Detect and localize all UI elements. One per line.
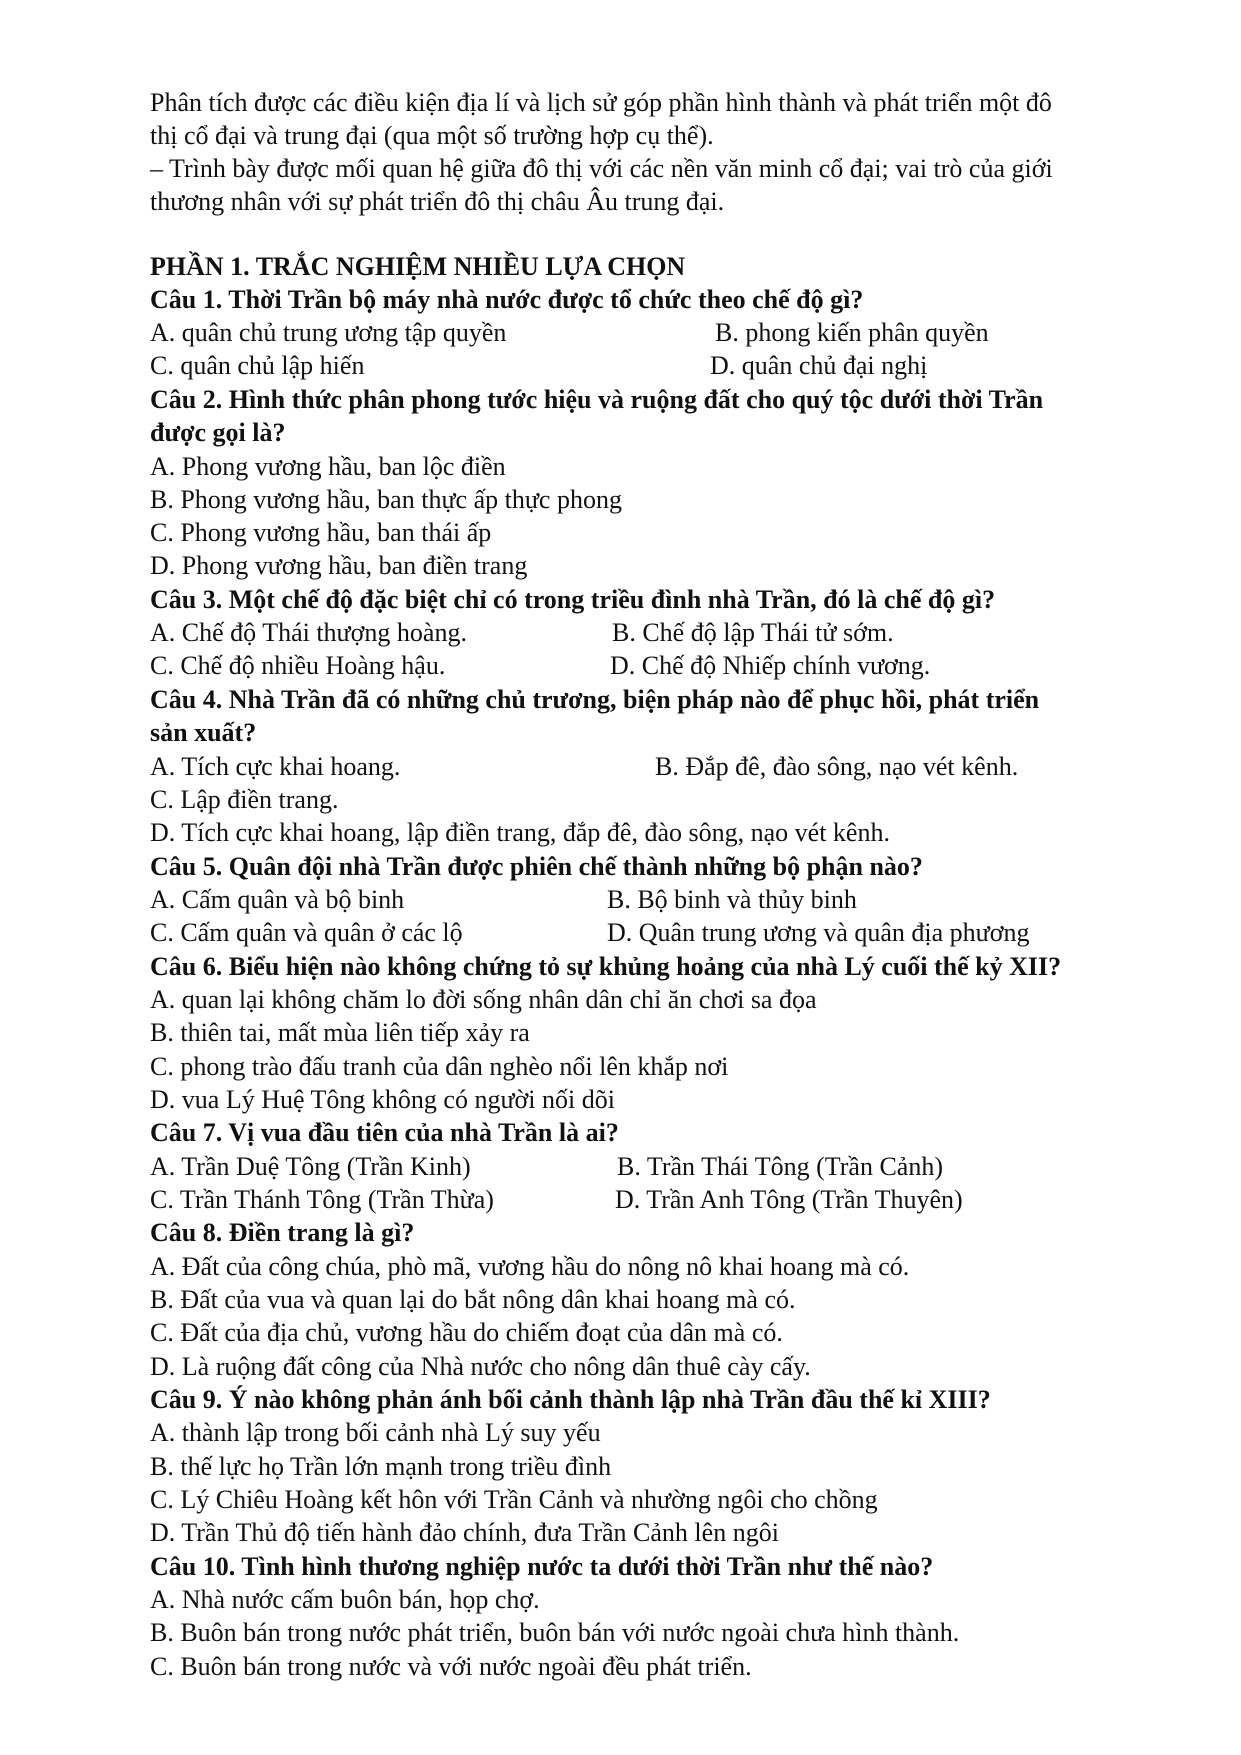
answer-c: C. Đất của địa chủ, vương hầu do chiếm đoạt của dân mà có.	[150, 1318, 783, 1347]
answer-d: D. Là ruộng đất công của Nhà nước cho nông dân thuê cày cấy.	[150, 1352, 811, 1381]
answer-d: D. Phong vương hầu, ban điền trang	[150, 551, 528, 580]
question-text: Câu 7. Vị vua đầu tiên của nhà Trần là ai?	[150, 1118, 619, 1147]
answer-a: A. Trần Duệ Tông (Trần Kinh)	[150, 1152, 471, 1181]
answer-c: C. Cấm quân và quân ở các lộ	[150, 918, 463, 947]
answer-c: C. Phong vương hầu, ban thái ấp	[150, 518, 492, 547]
intro-line: thương nhân với sự phát triển đô thị châu Âu trung đại.	[150, 187, 725, 216]
answer-a: A. Nhà nước cấm buôn bán, họp chợ.	[150, 1585, 540, 1614]
answer-c: C. Trần Thánh Tông (Trần Thừa)	[150, 1185, 494, 1214]
question-text: Câu 6. Biểu hiện nào không chứng tỏ sự khủng hoảng của nhà Lý cuối thế kỷ XII?	[150, 952, 1062, 981]
answer-d: D. Trần Thủ độ tiến hành đảo chính, đưa Trần Cảnh lên ngôi	[150, 1518, 779, 1547]
question-text: Câu 2. Hình thức phân phong tước hiệu và ruộng đất cho quý tộc dưới thời Trần	[150, 385, 1044, 414]
question-text: Câu 4. Nhà Trần đã có những chủ trương, biện pháp nào để phục hồi, phát triển	[150, 685, 1040, 714]
answer-d: D. Trần Anh Tông (Trần Thuyên)	[615, 1185, 963, 1214]
answer-d: D. vua Lý Huệ Tông không có người nối dõi	[150, 1085, 615, 1114]
section-title: PHẦN 1. TRẮC NGHIỆM NHIỀU LỰA CHỌN	[150, 252, 686, 281]
answer-b: B. thế lực họ Trần lớn mạnh trong triều đình	[150, 1452, 612, 1481]
answer-c: C. Lý Chiêu Hoàng kết hôn với Trần Cảnh và nhường ngôi cho chồng	[150, 1485, 878, 1514]
answer-d: D. Tích cực khai hoang, lập điền trang, đắp đê, đào sông, nạo vét kênh.	[150, 818, 890, 847]
answer-b: B. Phong vương hầu, ban thực ấp thực phong	[150, 485, 622, 514]
intro-line: thị cổ đại và trung đại (qua một số trường hợp cụ thể).	[150, 121, 714, 150]
question-text: Câu 9. Ý nào không phản ánh bối cảnh thành lập nhà Trần đầu thế kỉ XIII?	[150, 1385, 991, 1414]
question-text: Câu 10. Tình hình thương nghiệp nước ta dưới thời Trần như thế nào?	[150, 1552, 934, 1581]
answer-a: A. Đất của công chúa, phò mã, vương hầu do nông nô khai hoang mà có.	[150, 1252, 910, 1281]
answer-a: A. quan lại không chăm lo đời sống nhân dân chỉ ăn chơi sa đọa	[150, 985, 817, 1014]
answer-b: B. Trần Thái Tông (Trần Cảnh)	[617, 1152, 943, 1181]
answer-b: B. Buôn bán trong nước phát triển, buôn bán với nước ngoài chưa hình thành.	[150, 1618, 960, 1647]
answer-d: D. Chế độ Nhiếp chính vương.	[610, 651, 931, 680]
answer-c: C. Lập điền trang.	[150, 785, 339, 814]
answer-a: A. Phong vương hầu, ban lộc điền	[150, 452, 506, 481]
intro-line: – Trình bày được mối quan hệ giữa đô thị với các nền văn minh cổ đại; vai trò của giới	[150, 154, 1053, 183]
answer-c: C. Buôn bán trong nước và với nước ngoài đều phát triển.	[150, 1652, 752, 1681]
question-text: sản xuất?	[150, 718, 257, 747]
question-text: Câu 1. Thời Trần bộ máy nhà nước được tổ chức theo chế độ gì?	[150, 285, 864, 314]
answer-d: D. Quân trung ương và quân địa phương	[607, 918, 1030, 947]
answer-d: D. quân chủ đại nghị	[710, 351, 928, 380]
answer-b: B. thiên tai, mất mùa liên tiếp xảy ra	[150, 1018, 530, 1047]
answer-a: A. quân chủ trung ương tập quyền	[150, 318, 507, 347]
question-text: Câu 8. Điền trang là gì?	[150, 1218, 415, 1247]
answer-b: B. phong kiến phân quyền	[715, 318, 989, 347]
intro-line: Phân tích được các điều kiện địa lí và lịch sử góp phần hình thành và phát triển một đô	[150, 88, 1052, 117]
question-text: Câu 5. Quân đội nhà Trần được phiên chế thành những bộ phận nào?	[150, 852, 923, 881]
answer-b: B. Chế độ lập Thái tử sớm.	[612, 618, 894, 647]
answer-c: C. Chế độ nhiều Hoàng hậu.	[150, 651, 446, 680]
answer-a: A. thành lập trong bối cảnh nhà Lý suy yếu	[150, 1418, 601, 1447]
question-text: được gọi là?	[150, 418, 286, 447]
answer-a: A. Chế độ Thái thượng hoàng.	[150, 618, 467, 647]
answer-a: A. Tích cực khai hoang.	[150, 752, 401, 781]
answer-b: B. Đắp đê, đào sông, nạo vét kênh.	[655, 752, 1019, 781]
answer-b: B. Đất của vua và quan lại do bắt nông dân khai hoang mà có.	[150, 1285, 796, 1314]
question-text: Câu 3. Một chế độ đặc biệt chỉ có trong triều đình nhà Trần, đó là chế độ gì?	[150, 585, 996, 614]
answer-c: C. quân chủ lập hiến	[150, 351, 365, 380]
answer-a: A. Cấm quân và bộ binh	[150, 885, 405, 914]
answer-b: B. Bộ binh và thủy binh	[607, 885, 857, 914]
answer-c: C. phong trào đấu tranh của dân nghèo nổi lên khắp nơi	[150, 1052, 729, 1081]
